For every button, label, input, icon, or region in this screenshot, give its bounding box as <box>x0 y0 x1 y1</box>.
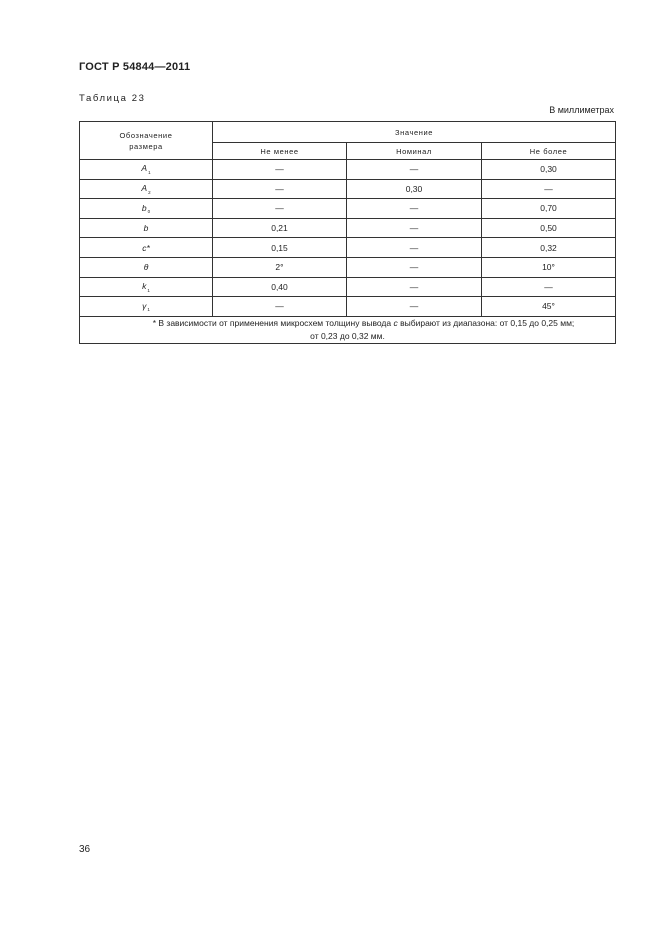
symbol-text: c* <box>142 242 150 253</box>
units-note: В миллиметрах <box>549 105 614 115</box>
cell-symbol <box>80 277 213 297</box>
cell-symbol <box>80 297 213 317</box>
symbol-text: k <box>142 281 147 292</box>
symbol-subscript: 2 <box>148 189 151 195</box>
cell-symbol <box>80 238 213 258</box>
cell-max: 0,32 <box>482 238 616 258</box>
footnote-text: * В зависимости от применения микросхем толщину вывода <box>152 317 394 328</box>
cell-symbol <box>80 179 213 199</box>
table-row <box>80 179 616 199</box>
table-row <box>80 257 616 277</box>
cell-max: 0,50 <box>482 218 616 238</box>
cell-nom: — <box>347 277 482 297</box>
symbol-subscript: 1 <box>147 287 150 293</box>
symbol-subscript: 0 <box>147 209 151 215</box>
cell-min: 0,21 <box>213 218 347 238</box>
dimensions-table <box>79 121 616 344</box>
page-number: 36 <box>79 844 91 855</box>
cell-max: — <box>482 277 616 297</box>
cell-min: 2° <box>213 257 347 277</box>
table-row <box>80 160 616 180</box>
header-designation-label: Обозначение размера <box>119 130 173 151</box>
symbol-subscript: 1 <box>147 307 150 313</box>
cell-max: — <box>482 179 616 199</box>
table-caption: Таблица 23 <box>79 93 146 104</box>
symbol-text: θ <box>143 262 149 273</box>
cell-nom: — <box>347 238 482 258</box>
cell-min: 0,15 <box>213 238 347 258</box>
header-max: Не более <box>482 143 616 160</box>
cell-symbol <box>80 160 213 180</box>
cell-nom: — <box>347 297 482 317</box>
header-min: Не менее <box>213 143 347 160</box>
cell-max: 0,70 <box>482 199 616 219</box>
footnote-line-1 <box>80 317 615 330</box>
cell-symbol <box>80 199 213 219</box>
table-row <box>80 218 616 238</box>
cell-max: 45° <box>482 297 616 317</box>
symbol-text: γ <box>142 300 147 311</box>
symbol-text: A <box>141 183 148 194</box>
table-row <box>80 277 616 297</box>
cell-min: 0,40 <box>213 277 347 297</box>
footnote-text-end: выбирают из диапазона: от 0,15 до 0,25 мм; <box>397 317 575 328</box>
symbol-text: b <box>143 223 149 234</box>
footnote-symbol: с <box>393 317 398 328</box>
cell-nom: 0,30 <box>347 179 482 199</box>
symbol-subscript: 1 <box>148 170 151 176</box>
cell-nom: — <box>347 257 482 277</box>
cell-symbol <box>80 218 213 238</box>
header-value-group: Значение <box>213 122 616 143</box>
symbol-text: A <box>141 163 148 174</box>
header-designation <box>80 122 213 160</box>
footnote-line-2: от 0,23 до 0,32 мм. <box>310 330 385 341</box>
cell-min: — <box>213 199 347 219</box>
cell-nom: — <box>347 160 482 180</box>
cell-min: — <box>213 179 347 199</box>
standard-number: ГОСТ Р 54844—2011 <box>79 61 191 73</box>
cell-max: 10° <box>482 257 616 277</box>
table-row <box>80 238 616 258</box>
cell-nom: — <box>347 218 482 238</box>
cell-max: 0,30 <box>482 160 616 180</box>
cell-min: — <box>213 297 347 317</box>
table-row <box>80 199 616 219</box>
cell-min: — <box>213 160 347 180</box>
table-footnote <box>80 316 616 343</box>
cell-symbol <box>80 257 213 277</box>
cell-nom: — <box>347 199 482 219</box>
table-row <box>80 297 616 317</box>
header-nominal: Номинал <box>347 143 482 160</box>
symbol-text: b <box>141 202 147 213</box>
